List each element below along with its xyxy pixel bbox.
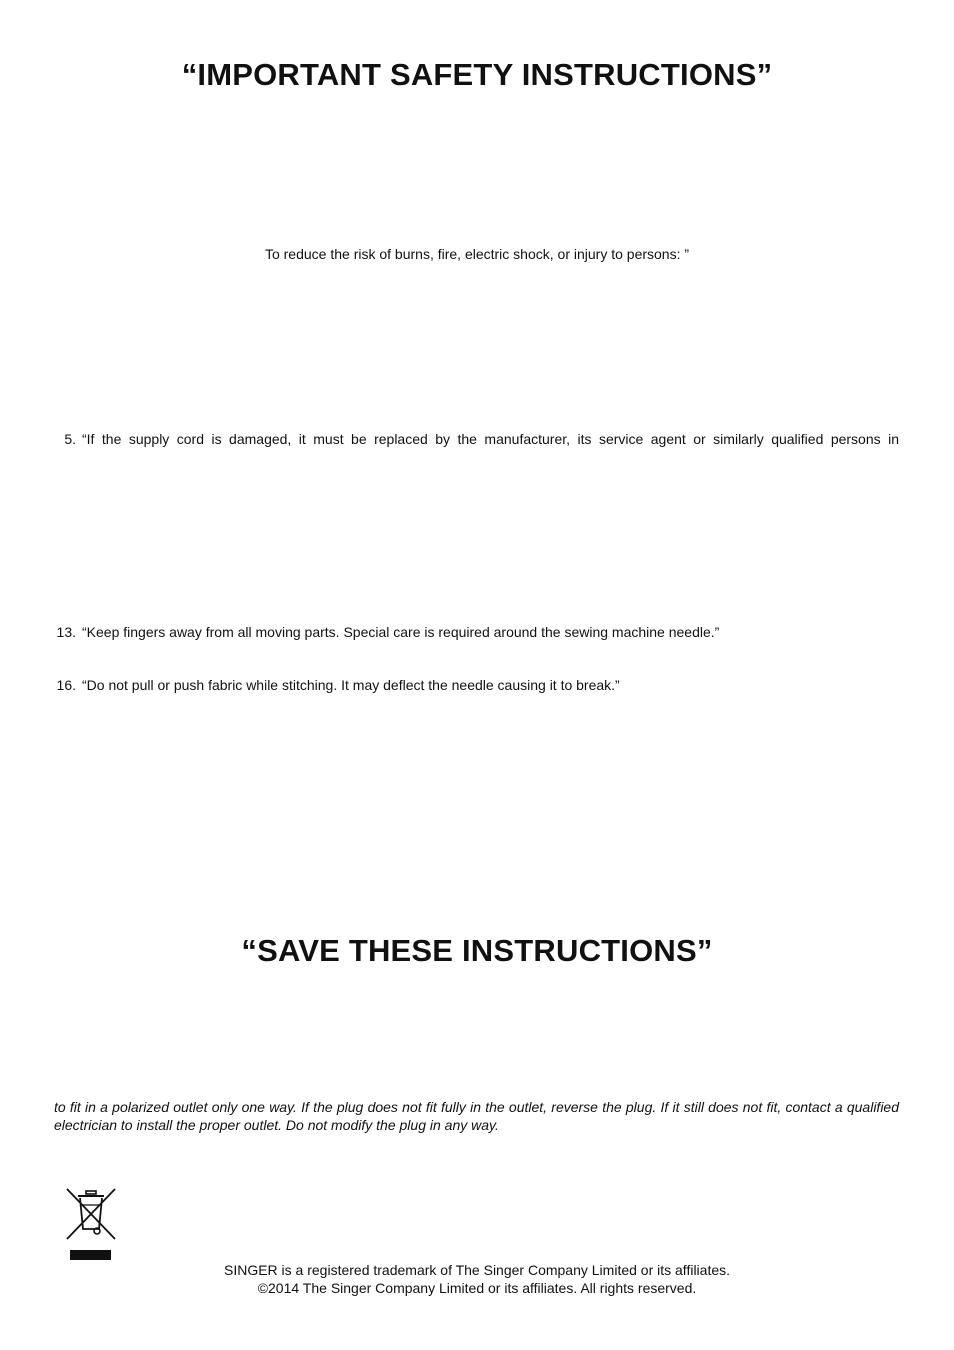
list-item-16 [54,676,620,694]
polarized-plug-note: to fit in a polarized outlet only one way. If the plug does not fit fully in the outlet, reverse the plug. If it still does not fit, contact a qualified electrician to install the proper outlet. Do not modify the plug in any way. [54,1099,899,1133]
list-item-13 [54,623,719,641]
list-item-text: “Do not pull or push fabric while stitching. It may deflect the needle causing it to break.” [82,677,620,693]
page-title-important-safety-instructions: “IMPORTANT SAFETY INSTRUCTIONS” [181,57,773,92]
list-item-text: “Keep fingers away from all moving parts. Special care is required around the sewing machine needle.” [82,624,720,640]
crossed-out-wheelie-bin-icon [64,1187,118,1263]
list-item-text: “If the supply cord is damaged, it must be replaced by the manufacturer, its service agent or similarly qualified persons in [82,431,899,447]
list-item-5 [54,430,899,448]
intro-text: To reduce the risk of burns, fire, electric shock, or injury to persons: ” [264,246,690,262]
save-instructions-heading: “SAVE THESE INSTRUCTIONS” [241,933,713,968]
list-item-number: 16. [56,677,76,693]
footer-copyright: ©2014 The Singer Company Limited or its affiliates. All rights reserved. [257,1280,697,1296]
list-item-number: 5. [64,431,76,447]
list-item-number: 13. [56,624,76,640]
footer-trademark: SINGER is a registered trademark of The Singer Company Limited or its affiliates. [223,1262,731,1278]
